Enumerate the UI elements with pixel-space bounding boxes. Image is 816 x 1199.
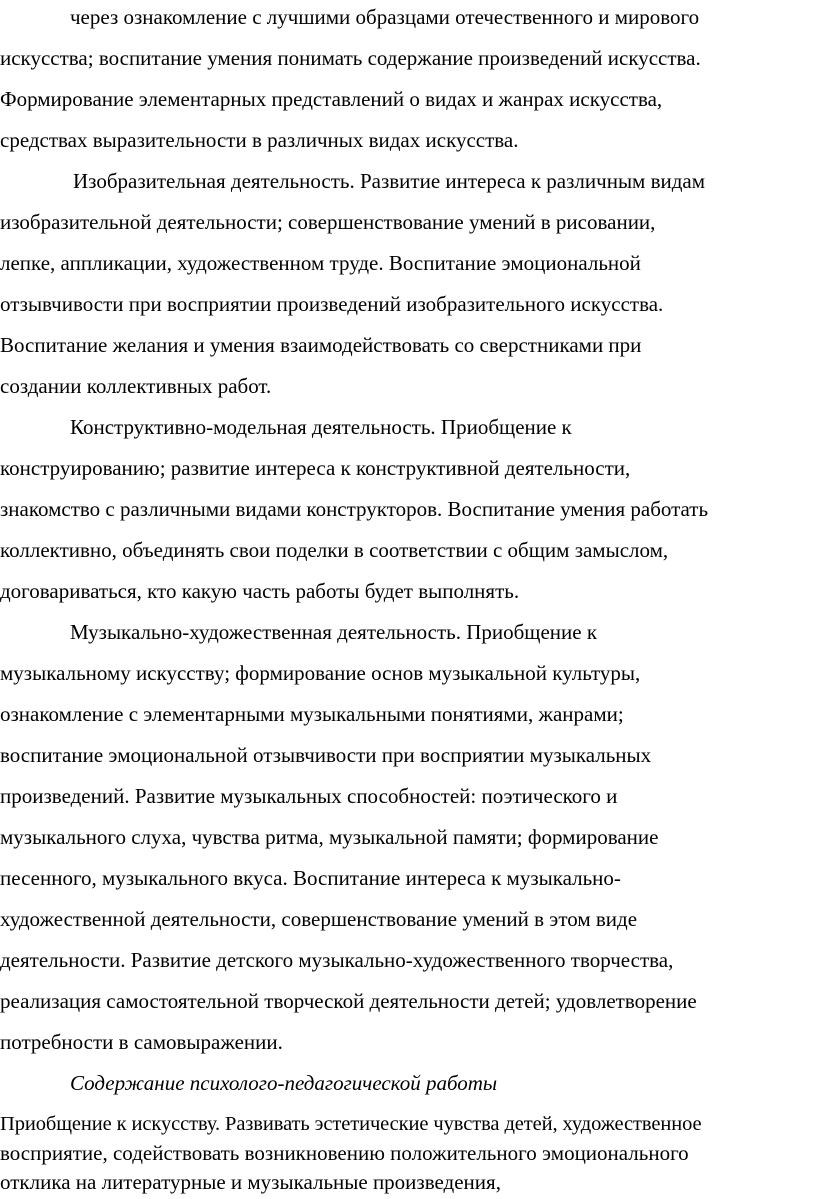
text-line: восприятие, содействовать возникновению положительного эмоционального [0,1141,689,1165]
text-line: произведений. Развитие музыкальных способностей: поэтического и [0,784,618,808]
text-line: ознакомление с элементарными музыкальными понятиями, жанрами; [0,702,624,726]
text-line: музыкальному искусству; формирование основ музыкальной культуры, [0,661,641,685]
text-line: лепке, аппликации, художественном труде. Воспитание эмоциональной [0,251,641,275]
paragraph-first-line: Конструктивно-модельная деятельность. Приобщение к [70,415,572,439]
text-line: Воспитание желания и умения взаимодействовать со сверстниками при [0,333,642,357]
text-line: коллективно, объединять свои поделки в соответствии с общим замыслом, [0,538,669,562]
text-line: потребности в самовыражении. [0,1030,283,1054]
text-line: знакомство с различными видами конструкторов. Воспитание умения работать [0,497,709,521]
text-line: создании коллективных работ. [0,374,272,398]
text-line: средствах выразительности в различных видах искусства. [0,128,519,152]
section-heading: Содержание психолого-педагогической работы [70,1071,498,1095]
text-line: реализация самостоятельной творческой деятельности детей; удовлетворение [0,989,697,1013]
text-line: песенного, музыкального вкуса. Воспитание интереса к музыкально- [0,866,621,890]
text-line: Формирование элементарных представлений о видах и жанрах искусства, [0,87,663,111]
paragraph-first-line: Музыкально-художественная деятельность. Приобщение к [70,620,598,644]
text-line: воспитание эмоциональной отзывчивости при восприятии музыкальных [0,743,652,767]
text-line: отзывчивости при восприятии произведений изобразительного искусства. [0,292,664,316]
text-line: изобразительной деятельности; совершенствование умений в рисовании, [0,210,656,234]
text-line: договариваться, кто какую часть работы будет выполнять. [0,579,520,603]
text-line: деятельности. Развитие детского музыкально-художественного творчества, [0,948,674,972]
text-line: конструированию; развитие интереса к конструктивной деятельности, [0,456,631,480]
text-line: художественной деятельности, совершенствование умений в этом виде [0,907,638,931]
text-line: через ознакомление с лучшими образцами отечественного и мирового [70,5,700,29]
text-line: отклика на литературные и музыкальные произведения, [0,1170,501,1194]
text-line: музыкального слуха, чувства ритма, музыкальной памяти; формирование [0,825,659,849]
text-line: искусства; воспитание умения понимать содержание произведений искусства. [0,46,701,70]
text-line: Приобщение к искусству. Развивать эстетические чувства детей, художественное [0,1113,702,1135]
paragraph-first-line: Изобразительная деятельность. Развитие интереса к различным видам [73,169,706,193]
